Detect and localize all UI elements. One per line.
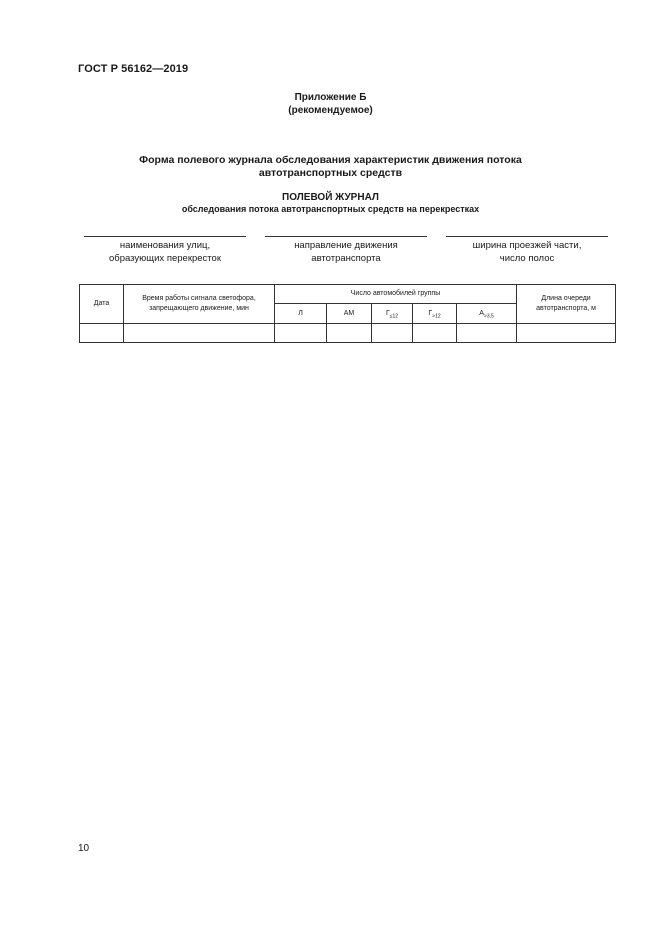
form-title-line1: Форма полевого журнала обследования характеристик движения потока <box>139 154 522 166</box>
standard-number: ГОСТ Р 56162—2019 <box>78 63 189 75</box>
table-cell <box>327 324 372 343</box>
table-row <box>80 324 616 343</box>
field-road-width <box>446 236 608 265</box>
form-title-line2: автотранспортных средств <box>258 167 403 179</box>
field-street-names <box>84 236 246 265</box>
blank-line <box>265 236 427 237</box>
header-queue-length: Длина очереди автотранспорта, м <box>517 285 616 324</box>
header-group-g-gt12: $Г_{>12}$ <box>413 304 457 324</box>
field-caption-line1: направление движения <box>294 240 398 251</box>
blank-line <box>84 236 246 237</box>
table-cell <box>80 324 124 343</box>
header-group-g-le12: $Г_{\le 12}$ <box>372 304 413 324</box>
journal-table <box>79 284 616 343</box>
field-caption-line1: ширина проезжей части, <box>472 240 582 251</box>
blank-line <box>446 236 608 237</box>
table-cell <box>517 324 616 343</box>
appendix-subtitle: (рекомендуемое) <box>288 105 373 116</box>
page-number: 10 <box>78 843 90 854</box>
field-caption-line2: число полос <box>499 253 555 264</box>
header-group-l: Л <box>275 304 327 324</box>
header-vehicle-groups: Число автомобилей группы <box>275 285 517 304</box>
field-caption-line1: наименования улиц, <box>119 240 211 251</box>
table-cell <box>457 324 517 343</box>
table-cell <box>124 324 275 343</box>
appendix-title: Приложение Б <box>294 92 367 103</box>
field-direction <box>265 236 427 265</box>
field-caption-line2: автотранспорта <box>311 253 381 264</box>
table-cell <box>275 324 327 343</box>
field-caption-line2: образующих перекресток <box>109 253 221 264</box>
table-cell <box>413 324 457 343</box>
header-signal-time: Время работы сигнала светофора, запрещающего движение, мин <box>124 285 275 324</box>
table-cell <box>372 324 413 343</box>
journal-subtitle: обследования потока автотранспортных средств на перекрестках <box>181 204 480 214</box>
header-group-a-gt35: $А_{>3,5}$ <box>457 304 517 324</box>
journal-title: ПОЛЕВОЙ ЖУРНАЛ <box>282 192 379 203</box>
header-date: Дата <box>80 285 124 324</box>
header-group-am: АМ <box>327 304 372 324</box>
